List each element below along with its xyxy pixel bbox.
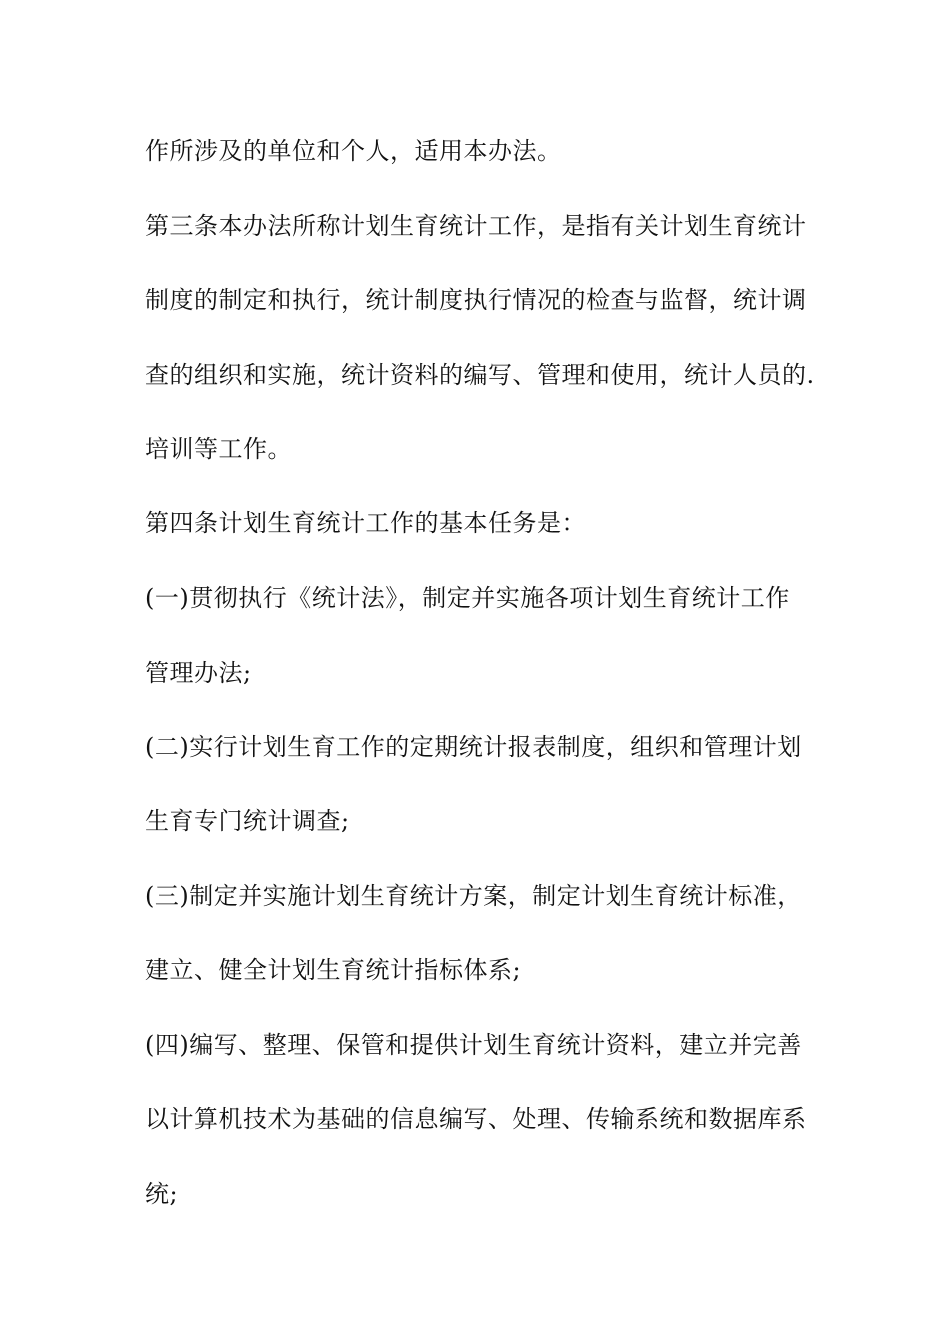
- text-line-3: 制度的制定和执行，统计制度执行情况的检查与监督，统计调: [145, 286, 807, 314]
- text-line-6: 第四条计划生育统计工作的基本任务是：: [145, 509, 586, 537]
- text-line-13: (四)编写、整理、保管和提供计划生育统计资料，建立并完善: [145, 1031, 802, 1059]
- text-line-12: 建立、健全计划生育统计指标体系;: [145, 956, 522, 984]
- text-line-9: (二)实行计划生育工作的定期统计报表制度，组织和管理计划: [145, 733, 802, 761]
- text-line-7: (一)贯彻执行《统计法》，制定并实施各项计划生育统计工作: [145, 584, 790, 612]
- text-line-8: 管理办法;: [145, 659, 252, 687]
- text-line-15: 统;: [145, 1180, 179, 1208]
- text-line-14: 以计算机技术为基础的信息编写、处理、传输系统和数据库系: [145, 1105, 807, 1133]
- text-line-2: 第三条本办法所称计划生育统计工作，是指有关计划生育统计: [145, 212, 807, 240]
- text-line-1: 作所涉及的单位和个人，适用本办法。: [145, 137, 562, 165]
- text-line-10: 生育专门统计调查;: [145, 807, 350, 835]
- text-line-11: (三)制定并实施计划生育统计方案，制定计划生育统计标准，: [145, 882, 802, 910]
- text-line-4: 查的组织和实施，统计资料的编写、管理和使用，统计人员的.: [145, 361, 815, 389]
- text-line-5: 培训等工作。: [145, 435, 292, 463]
